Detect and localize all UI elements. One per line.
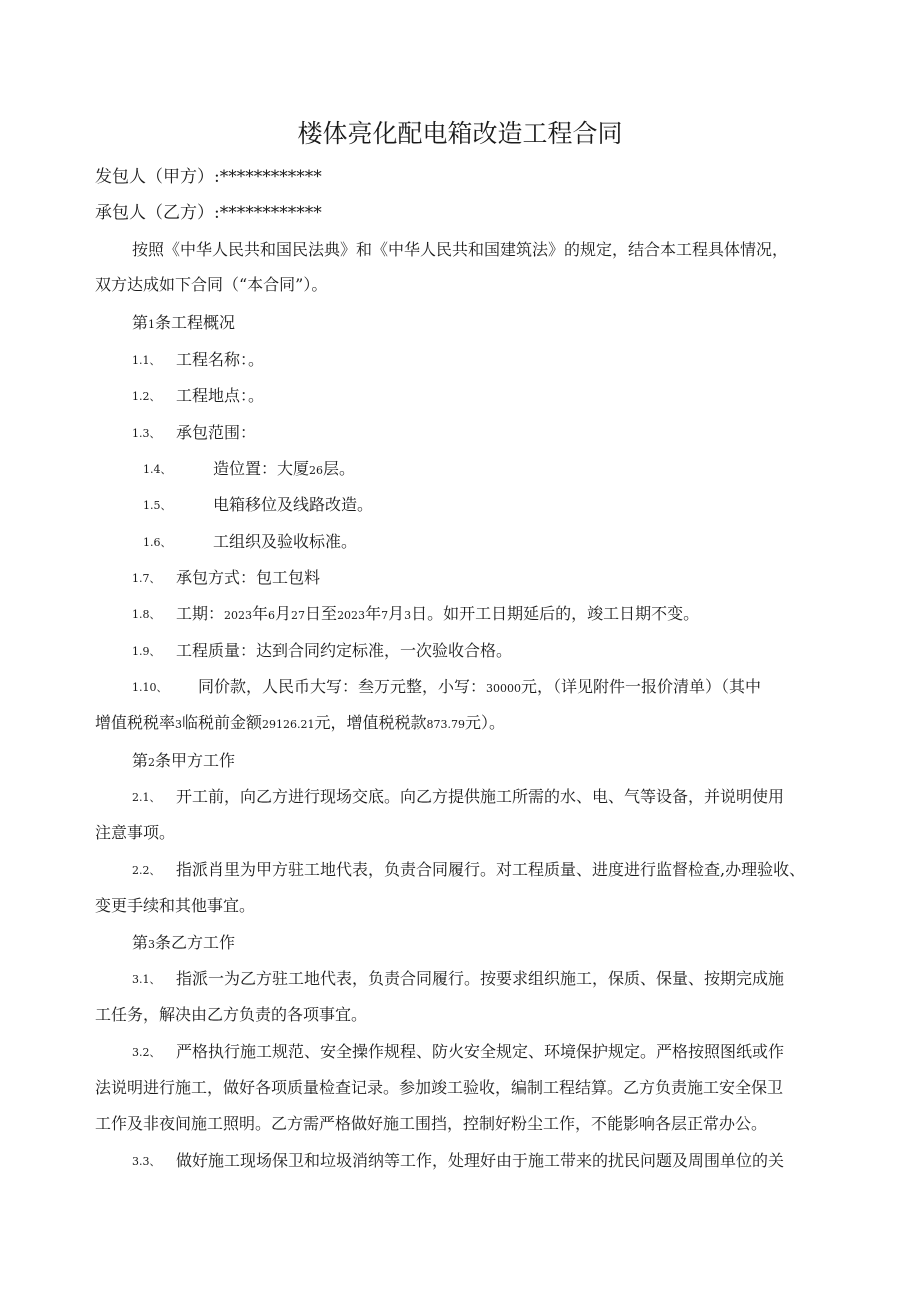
item-2-1-continued: 注意事项。	[95, 823, 176, 842]
item-3-1-continued: 工任务，解决由乙方负责的各项事宜。	[95, 1005, 368, 1024]
intro-line-2: 双方达成如下合同（“本合同”）。	[95, 275, 328, 294]
item-2-2: 2.2、 指派肖里为甲方驻工地代表，负责合同履行。对工程质量、进度进行监督检查,办理验收、	[132, 860, 806, 879]
item-2-2-continued: 变更手续和其他事宜。	[95, 896, 256, 915]
document-title: 楼体亮化配电箱改造工程合同	[297, 119, 623, 148]
item-1-10-continued: 增值税税率3临税前金额29126.21元，增值税税款873.79元）。	[95, 713, 506, 732]
item-1-10: 1.10、 同价款，人民币大写：叁万元整，小写：30000元，（详见附件一报价清单）（其中	[132, 677, 762, 696]
intro-line-1: 按照《中华人民共和国民法典》和《中华人民共和国建筑法》的规定，结合本工程具体情况，	[132, 240, 789, 259]
item-3-3: 3.3、 做好施工现场保卫和垃圾消纳等工作，处理好由于施工带来的扰民问题及周围单位的关	[132, 1151, 785, 1170]
party-a: 发包人（甲方）:************	[95, 167, 322, 187]
item-3-2-continued-1: 法说明进行施工，做好各项质量检查记录。参加竣工验收，编制工程结算。乙方负责施工安全保卫	[95, 1078, 784, 1097]
item-3-1: 3.1、 指派一为乙方驻工地代表，负责合同履行。按要求组织施工，保质、保量、按期完成施	[132, 969, 785, 988]
item-3-2-continued-2: 工作及非夜间施工照明。乙方需严格做好施工围挡，控制好粉尘工作，不能影响各层正常办公。	[95, 1114, 768, 1133]
item-1-9: 1.9、 工程质量：达到合同约定标准，一次验收合格。	[132, 641, 513, 660]
item-1-2: 1.2、 工程地点：。	[132, 386, 265, 405]
item-1-8: 1.8、 工期：2023年6月27日至2023年7月3日。如开工日期延后的，竣工日期不变。	[132, 604, 700, 623]
item-1-6: 1.6、 工组织及验收标准。	[143, 532, 358, 551]
article-1-heading: 第1条工程概况	[132, 313, 236, 332]
article-3-heading: 第3条乙方工作	[132, 933, 236, 952]
item-3-2: 3.2、 严格执行施工规范、安全操作规程、防火安全规定、环境保护规定。严格按照图纸或作	[132, 1042, 785, 1061]
item-1-5: 1.5、 电箱移位及线路改造。	[143, 495, 374, 514]
item-2-1: 2.1、 开工前，向乙方进行现场交底。向乙方提供施工所需的水、电、气等设备，并说明使用	[132, 787, 785, 806]
item-1-1: 1.1、 工程名称：。	[132, 350, 265, 369]
item-1-7: 1.7、 承包方式：包工包料	[132, 568, 321, 587]
article-2-heading: 第2条甲方工作	[132, 751, 236, 770]
item-1-3: 1.3、 承包范围：	[132, 423, 257, 442]
party-b: 承包人（乙方）:************	[95, 203, 322, 223]
item-1-4: 1.4、 造位置：大厦26层。	[143, 459, 356, 478]
